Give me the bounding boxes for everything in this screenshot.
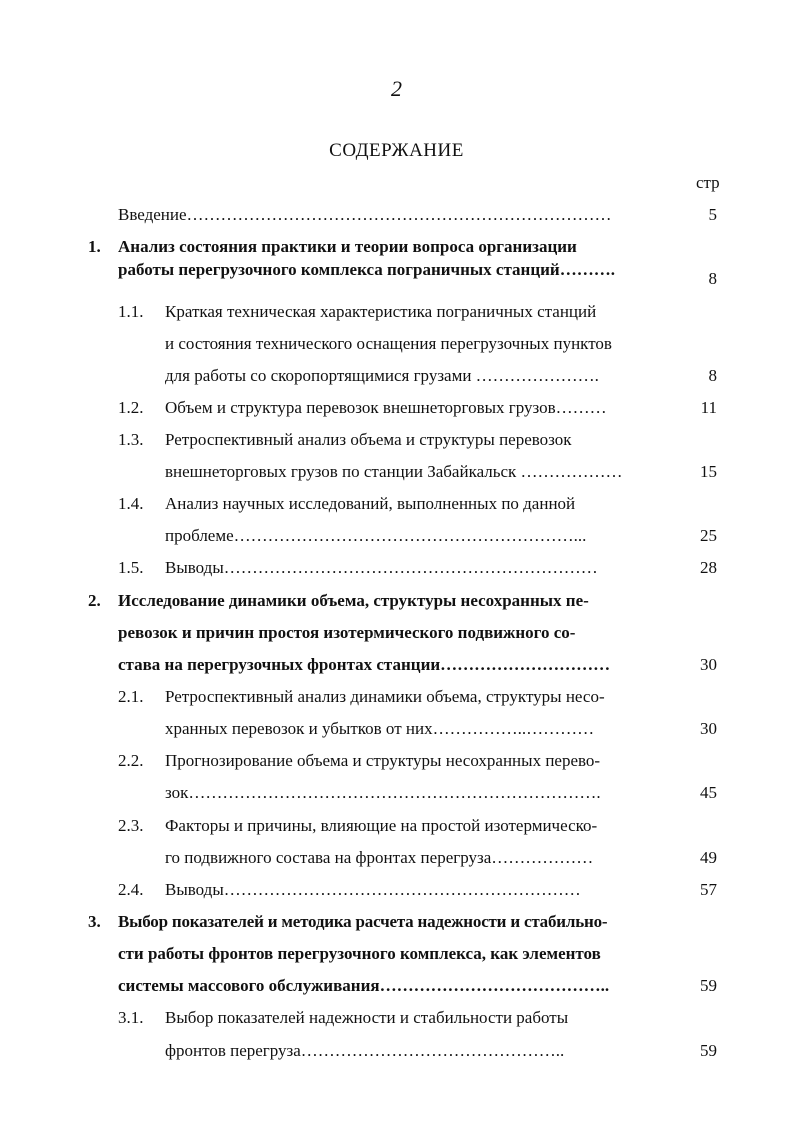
toc-page: 30 bbox=[700, 719, 717, 738]
toc-text: Ретроспективный анализ динамики объема, структуры несо- bbox=[165, 687, 605, 706]
toc-number: 2.3. bbox=[118, 816, 144, 835]
toc-text: и состояния технического оснащения перегрузочных пунктов bbox=[165, 334, 612, 353]
toc-page: 11 bbox=[700, 398, 717, 417]
toc-page: 49 bbox=[700, 848, 717, 867]
toc-number: 1. bbox=[88, 237, 101, 256]
toc-number: 2.2. bbox=[118, 751, 144, 770]
toc-number: 2.1. bbox=[118, 687, 144, 706]
toc-page: 8 bbox=[708, 269, 717, 288]
page-number: 2 bbox=[391, 76, 402, 101]
toc-page: 28 bbox=[700, 558, 717, 577]
toc-number: 3. bbox=[88, 912, 101, 931]
toc-text: хранных перевозок и убытков от них……………..………… bbox=[165, 719, 595, 738]
toc-text: Факторы и причины, влияющие на простой изотермическо- bbox=[165, 816, 598, 835]
toc-page: 57 bbox=[700, 880, 717, 899]
toc-text: для работы со скоропортящимися грузами …………………. bbox=[165, 366, 599, 385]
toc-number: 1.5. bbox=[118, 558, 144, 577]
toc-text: сти работы фронтов перегрузочного комплекса, как элементов bbox=[118, 944, 601, 963]
toc-text: зок………………………………………………………………. bbox=[165, 783, 601, 802]
toc-text: Ретроспективный анализ объема и структуры перевозок bbox=[165, 430, 572, 449]
toc-text: работы перегрузочного комплекса пограничных станций………. bbox=[118, 260, 615, 279]
toc-text: внешнеторговых грузов по станции Забайкальск ……………… bbox=[165, 462, 623, 481]
toc-text: Объем и структура перевозок внешнеторговых грузов……… bbox=[165, 398, 607, 417]
toc-text: Прогнозирование объема и структуры несохранных перево- bbox=[165, 751, 601, 770]
toc-page: 30 bbox=[700, 655, 717, 674]
toc-number: 2.4. bbox=[118, 880, 144, 899]
toc-text: системы массового обслуживания………………………………….. bbox=[118, 976, 610, 995]
toc-number: 2. bbox=[88, 591, 101, 610]
toc-number: 1.1. bbox=[118, 302, 144, 321]
toc-page: 8 bbox=[708, 366, 717, 385]
toc-page: 5 bbox=[708, 205, 717, 224]
toc-number: 1.4. bbox=[118, 494, 144, 513]
toc-text: Выбор показателей и методика расчета надежности и стабильно- bbox=[118, 912, 608, 931]
toc-page: 45 bbox=[700, 783, 717, 802]
toc-number: 1.2. bbox=[118, 398, 144, 417]
toc-text: Анализ научных исследований, выполненных по данной bbox=[165, 494, 576, 513]
page-title: СОДЕРЖАНИЕ bbox=[329, 140, 464, 161]
toc-page: 59 bbox=[700, 976, 717, 995]
toc-number: 1.3. bbox=[118, 430, 144, 449]
toc-text: Краткая техническая характеристика пограничных станций bbox=[165, 302, 597, 321]
toc-text: го подвижного состава на фронтах перегруза……………… bbox=[165, 848, 594, 867]
toc-text: става на перегрузочных фронтах станции………………………… bbox=[118, 655, 611, 674]
toc-page: 25 bbox=[700, 526, 717, 545]
toc-text: проблеме……………………………………………………... bbox=[165, 526, 587, 545]
toc-text: Выводы………………………………………………………… bbox=[165, 558, 598, 577]
toc-text: Исследование динамики объема, структуры несохранных пе- bbox=[118, 591, 589, 610]
page-column-header: стр bbox=[696, 173, 720, 192]
toc-page: 59 bbox=[700, 1041, 717, 1060]
toc-page: 15 bbox=[700, 462, 717, 481]
toc-text: Выбор показателей надежности и стабильности работы bbox=[165, 1008, 569, 1027]
toc-text: Введение………………………………………………………………… bbox=[118, 205, 612, 224]
toc-text: Анализ состояния практики и теории вопроса организации bbox=[118, 237, 577, 256]
toc-text: ревозок и причин простоя изотермического подвижного со- bbox=[118, 623, 576, 642]
toc-text: Выводы……………………………………………………… bbox=[165, 880, 581, 899]
toc-number: 3.1. bbox=[118, 1008, 144, 1027]
toc-text: фронтов перегруза……………………………………….. bbox=[165, 1041, 565, 1060]
